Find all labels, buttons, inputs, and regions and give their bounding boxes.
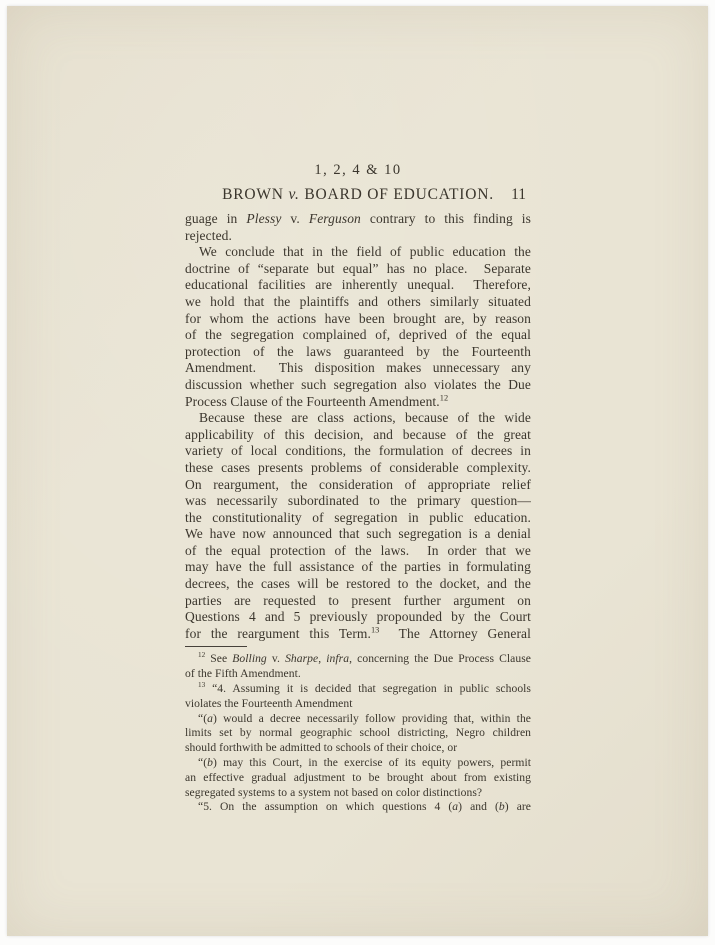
- body-line: the constitutionality of segregation in public education.: [185, 509, 531, 525]
- body-line: On reargument, the consideration of appropriate relief: [185, 476, 531, 492]
- document-page: [7, 6, 708, 936]
- footnote-line: violates the Fourteenth Amendment: [185, 696, 353, 710]
- footnote-line: “5. On the assumption on which questions 4 (a) and (b) are: [198, 800, 531, 814]
- text-column: [185, 162, 531, 815]
- body-line: of the segregation complained of, deprived of the equal: [185, 327, 531, 343]
- body-line: decrees, the cases will be restored to the docket, and the: [185, 576, 531, 592]
- body-line: parties are requested to present further argument on: [185, 592, 531, 608]
- footnote-line: “(b) may this Court, in the exercise of its equity powers, permit: [198, 756, 531, 770]
- footnote-line: $^{13}$ “4. Assuming it is decided that segregation in public schools: [198, 681, 531, 696]
- footnote-separator: [185, 646, 247, 647]
- body-line: We conclude that in the field of public education the: [199, 244, 531, 260]
- body-line: Amendment. This disposition makes unnecessary any: [185, 360, 531, 376]
- body-line: we hold that the plaintiffs and others similarly situated: [185, 293, 531, 309]
- body-line: educational facilities are inherently unequal. Therefore,: [185, 277, 531, 293]
- body-line: may have the full assistance of the parties in formulating: [185, 559, 531, 575]
- footnote-line: $^{12}$ See Bolling v. Sharpe, infra, concerning the Due Process Clause: [198, 651, 531, 666]
- footnote-line: limits set by normal geographic school districting, Negro children: [185, 726, 531, 740]
- footnote-line: segregated systems to a system not based on color distinctions?: [185, 785, 483, 799]
- body-line: these cases presents problems of considerable complexity.: [185, 459, 531, 475]
- body-line: of the equal protection of the laws. In order that we: [185, 542, 531, 558]
- footnote-line: an effective gradual adjustment to be brought about from existing: [185, 770, 531, 784]
- body-line: guage in Plessy v. Ferguson contrary to this finding is: [185, 211, 531, 226]
- running-head: [185, 186, 531, 204]
- body-line: Process Clause of the Fourteenth Amendment.$^{12}$: [185, 393, 449, 409]
- body-line: rejected.: [185, 227, 232, 243]
- body-line: was necessarily subordinated to the primary question—: [185, 493, 531, 509]
- body-line: doctrine of “separate but equal” has no place. Separate: [185, 260, 531, 276]
- case-title: BROWN v. BOARD OF EDUCATION.: [222, 186, 494, 203]
- body-line: discussion whether such segregation also violates the Due: [185, 376, 531, 392]
- body-line: Questions 4 and 5 previously propounded by the Court: [185, 609, 531, 625]
- page-number: 11: [511, 186, 526, 203]
- body-line: protection of the laws guaranteed by the Fourteenth: [185, 343, 531, 359]
- body-line: variety of local conditions, the formulation of decrees in: [185, 443, 531, 459]
- footnote-line: of the Fifth Amendment.: [185, 667, 301, 681]
- body-line: for the reargument this Term.$^{13}$ The Attorney General: [185, 625, 531, 641]
- body-line: Because these are class actions, because of the wide: [199, 410, 531, 426]
- body-line: for whom the actions have been brought are, by reason: [185, 310, 531, 326]
- docket-numbers: 1, 2, 4 & 10: [314, 162, 402, 178]
- opinion-body: [185, 211, 531, 642]
- footnote-line: “(a) would a decree necessarily follow providing that, within the: [198, 711, 531, 725]
- footnote-line: should forthwith be admitted to schools of their choice, or: [185, 741, 458, 755]
- footnotes: [185, 652, 531, 815]
- body-line: We have now announced that such segregation is a denial: [185, 526, 531, 542]
- body-line: applicability of this decision, and because of the great: [185, 426, 531, 442]
